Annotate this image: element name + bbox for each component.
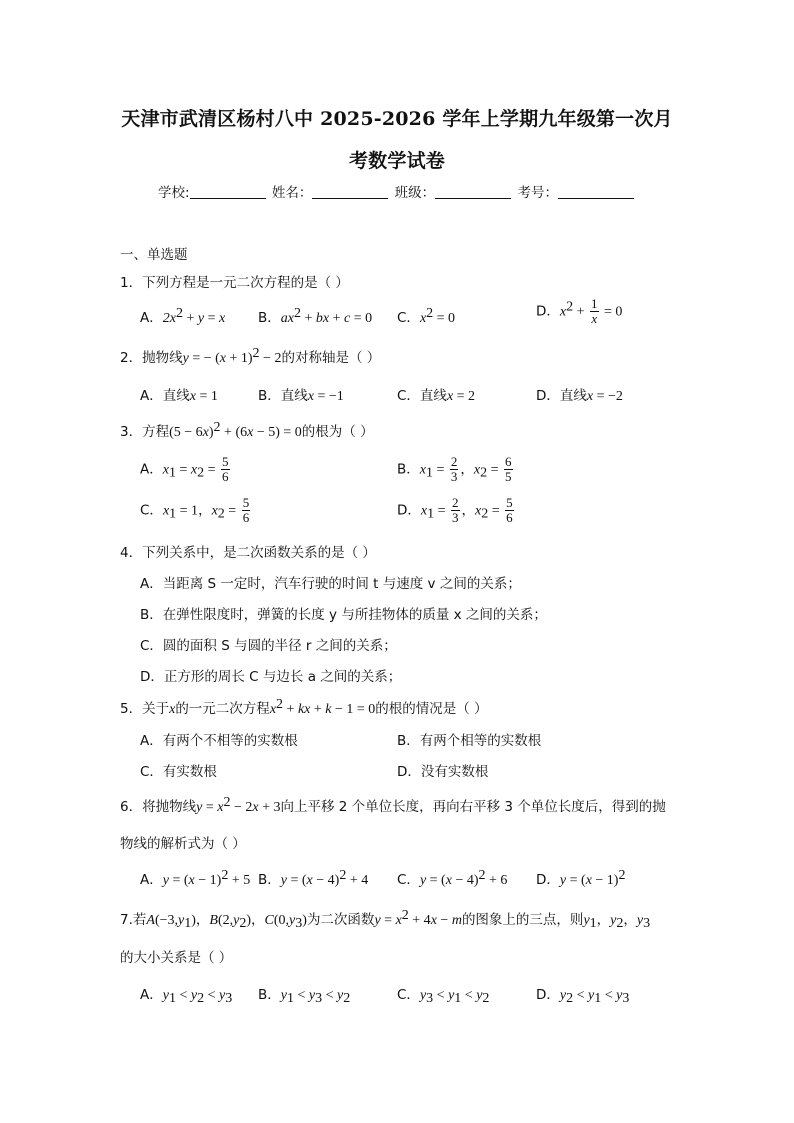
paper-title-line-1: 天津市武清区杨村八中 2025-2026 学年上学期九年级第一次月 [121,108,673,130]
question-1-option-d: D．$x^2$ + $\frac{1}{x}$ = 0 [536,296,623,326]
question-2-option-c: C．直线x = 2 [397,388,476,404]
question-5-option-c: C．有实数根 [140,764,217,780]
school-label: 学校: [158,185,190,201]
question-4-option-a: A．当距离 S 一定时，汽车行驶的时间 t 与速度 v 之间的关系； [140,576,521,592]
paper-title-line-2: 考数学试卷 [348,150,445,172]
question-4-option-b: B．在弹性限度时，弹簧的长度 y 与所挂物体的质量 x 之间的关系； [140,607,547,623]
question-6-option-d: D．$y = (x - 1)^2$ [536,868,626,888]
question-4-option-d: D．正方形的周长 C 与边长 a 之间的关系； [140,669,402,685]
exam-number-label: 考号： [517,185,558,201]
question-6-stem-line-2: 物线的解析式为（ ） [120,836,246,852]
exam-number-blank[interactable] [558,184,634,199]
question-1-option-a: A．$2x^2 + y = x$ [140,306,226,326]
question-7-option-a: A．$y_1 < y_2 < y_3$ [140,987,233,1006]
question-6-stem: 6．将抛物线$y = x^2 - 2x + 3$向上平移 2 个单位长度，再向右平移 3 个单位长度后，得到的抛 [120,795,666,815]
name-blank[interactable] [312,184,388,199]
section-title: 一、单选题 [120,247,188,263]
question-7-option-c: C．$y_3 < y_1 < y_2$ [397,987,490,1006]
question-3-option-c: C．$x_1 = 1$，$x_2$ = $\frac{5}{6}$ [140,495,250,525]
question-4-option-c: C．圆的面积 S 与圆的半径 r 之间的关系； [140,638,397,654]
student-info-line [0,181,794,201]
question-7-option-d: D．$y_2 < y_1 < y_3$ [536,987,630,1006]
question-5-option-b: B．有两个相等的实数根 [397,733,542,749]
class-blank[interactable] [435,184,511,199]
question-6-option-b: B．$y = (x - 4)^2 + 4$ [258,868,369,888]
question-6-option-c: C．$y = (x - 4)^2 + 6$ [397,868,508,888]
name-label: 姓名： [271,185,313,201]
question-3-stem: 3．方程$(5 - 6x)^2 + (6x - 5) = 0$的根为（ ） [120,420,374,440]
question-1-stem: 1．下列方程是一元二次方程的是（ ） [120,275,349,291]
question-5-option-d: D．没有实数根 [397,764,489,780]
question-7-stem: 7.若$A(-3,y_1)$，$B(2,y_2)$，$C(0,y_3)$为二次函数$y = x^2 + 4x - m$的图象上的三点，则$y_1$，$y_2$，$y_3$ [120,908,651,931]
question-2-option-b: B．直线x = −1 [258,388,344,404]
question-5-option-a: A．有两个不相等的实数根 [140,733,298,749]
question-4-stem: 4．下列关系中，是二次函数关系的是（ ） [120,545,376,561]
question-1-option-b: B．$ax^2$ + bx + c = 0 [258,306,373,326]
question-3-option-d: D．$x_1$ = $\frac{2}{3}$ ，$x_2$ = $\frac{5}{6}$ [397,495,513,525]
question-2-option-a: A．直线x = 1 [140,388,218,404]
question-3-option-a: A．$x_1 = x_2$ = $\frac{5}{6}$ [140,454,229,484]
question-6-option-a: A．$y = (x - 1)^2 + 5$ [140,868,251,888]
class-label: 班级： [394,185,436,201]
question-7-option-b: B．$y_1 < y_3 < y_2$ [258,987,351,1006]
question-7-stem-line-2: 的大小关系是（ ） [120,950,233,966]
question-3-option-b: B．$x_1$ = $\frac{2}{3}$ ，$x_2$ = $\frac{6}{5}$ [397,454,512,484]
school-blank[interactable] [190,184,266,199]
question-2-stem: 2．抛物线y = − $(x + 1)^2 - 2$的对称轴是（ ） [120,346,381,366]
question-5-stem: 5．关于x的一元二次方程$x^2$ + kx + k − 1 = 0的根的情况是（ ） [120,697,488,717]
question-2-option-d: D．直线x = −2 [536,388,623,404]
question-1-option-c: C．$x^2 = 0$ [397,306,456,326]
